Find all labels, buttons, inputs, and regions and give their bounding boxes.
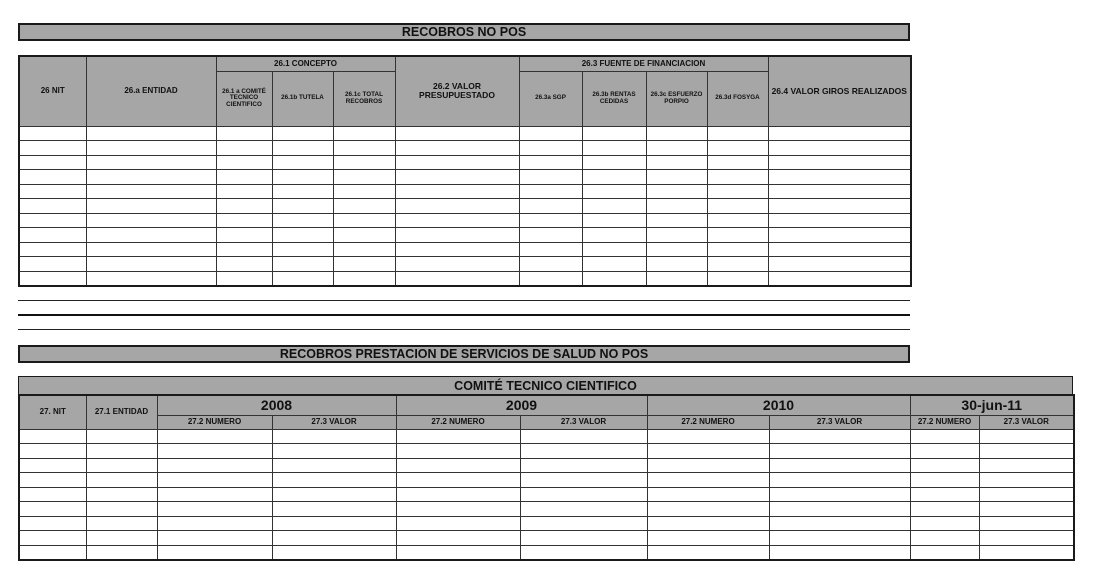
table-cell[interactable] <box>395 257 519 272</box>
table-cell[interactable] <box>19 257 86 272</box>
table-cell[interactable] <box>979 458 1074 473</box>
table-cell[interactable] <box>19 458 86 473</box>
table-cell[interactable] <box>216 271 272 286</box>
table-cell[interactable] <box>582 126 646 141</box>
table-cell[interactable] <box>272 199 333 214</box>
table-cell[interactable] <box>646 257 707 272</box>
table-cell[interactable] <box>157 458 272 473</box>
table-cell[interactable] <box>769 531 910 546</box>
table-cell[interactable] <box>979 545 1074 560</box>
table-cell[interactable] <box>582 271 646 286</box>
section-27-subtitle: COMITÉ TECNICO CIENTIFICO <box>18 376 1073 395</box>
table-cell[interactable] <box>768 228 911 243</box>
table-cell[interactable] <box>519 242 582 257</box>
table-cell[interactable] <box>333 126 395 141</box>
header-27-valor: 27.3 VALOR <box>272 415 396 429</box>
table-cell[interactable] <box>910 545 979 560</box>
table-cell[interactable] <box>395 141 519 156</box>
table-cell[interactable] <box>396 429 520 444</box>
table-cell[interactable] <box>979 516 1074 531</box>
table-cell[interactable] <box>157 531 272 546</box>
table-cell[interactable] <box>86 502 157 517</box>
table-cell[interactable] <box>86 257 216 272</box>
divider-line <box>18 329 910 330</box>
table-cell[interactable] <box>707 155 768 170</box>
table-cell[interactable] <box>19 170 86 185</box>
table-cell[interactable] <box>768 141 911 156</box>
table-row <box>19 458 1074 473</box>
table-cell[interactable] <box>19 126 86 141</box>
table-cell[interactable] <box>646 141 707 156</box>
header-26-esfuerzo: 26.3c ESFUERZO PORPIO <box>646 71 707 126</box>
header-26-valor-presupuestado: 26.2 VALOR PRESUPUESTADO <box>395 56 519 126</box>
table-cell[interactable] <box>333 199 395 214</box>
table-cell[interactable] <box>647 458 769 473</box>
table-cell[interactable] <box>646 242 707 257</box>
header-26-entidad: 26.a ENTIDAD <box>86 56 216 126</box>
table-cell[interactable] <box>333 141 395 156</box>
table-cell[interactable] <box>979 429 1074 444</box>
header-27-valor: 27.3 VALOR <box>979 415 1074 429</box>
section-26-title: RECOBROS NO POS <box>18 23 910 41</box>
table-cell[interactable] <box>707 242 768 257</box>
table-cell[interactable] <box>19 502 86 517</box>
table-cell[interactable] <box>333 170 395 185</box>
table-cell[interactable] <box>910 458 979 473</box>
table-cell[interactable] <box>333 257 395 272</box>
table-row <box>19 444 1074 459</box>
table-cell[interactable] <box>395 213 519 228</box>
divider-line <box>18 314 910 316</box>
table-cell[interactable] <box>646 184 707 199</box>
table-cell[interactable] <box>582 170 646 185</box>
table-cell[interactable] <box>86 271 216 286</box>
table-cell[interactable] <box>396 444 520 459</box>
table-cell[interactable] <box>157 516 272 531</box>
table-cell[interactable] <box>19 531 86 546</box>
table-cell[interactable] <box>582 213 646 228</box>
table-cell[interactable] <box>86 184 216 199</box>
table-cell[interactable] <box>395 184 519 199</box>
table-cell[interactable] <box>582 242 646 257</box>
table-cell[interactable] <box>19 242 86 257</box>
table-cell[interactable] <box>272 141 333 156</box>
table-row <box>19 199 911 214</box>
table-cell[interactable] <box>86 126 216 141</box>
table-cell[interactable] <box>910 516 979 531</box>
header-26-comite: 26.1 a COMITÉ TECNICO CIENTIFICO <box>216 71 272 126</box>
table-cell[interactable] <box>519 271 582 286</box>
table-cell[interactable] <box>272 242 333 257</box>
table-cell[interactable] <box>86 545 157 560</box>
table-cell[interactable] <box>646 170 707 185</box>
table-cell[interactable] <box>979 502 1074 517</box>
table-cell[interactable] <box>86 199 216 214</box>
table-cell[interactable] <box>157 429 272 444</box>
table-cell[interactable] <box>86 429 157 444</box>
table-cell[interactable] <box>395 199 519 214</box>
table-cell[interactable] <box>272 545 396 560</box>
table-cell[interactable] <box>646 155 707 170</box>
table-cell[interactable] <box>646 228 707 243</box>
table-cell[interactable] <box>19 545 86 560</box>
table-cell[interactable] <box>979 531 1074 546</box>
table-cell[interactable] <box>769 502 910 517</box>
header-26-concepto: 26.1 CONCEPTO <box>216 56 395 71</box>
table-cell[interactable] <box>769 487 910 502</box>
table-cell[interactable] <box>86 473 157 488</box>
table-row <box>19 141 911 156</box>
section-26-body <box>19 126 911 286</box>
table-cell[interactable] <box>910 502 979 517</box>
comite-tecnico-table <box>18 394 1075 561</box>
table-cell[interactable] <box>519 170 582 185</box>
table-cell[interactable] <box>19 444 86 459</box>
table-cell[interactable] <box>216 184 272 199</box>
table-cell[interactable] <box>216 213 272 228</box>
header-27-entidad: 27.1 ENTIDAD <box>86 395 157 429</box>
table-cell[interactable] <box>216 242 272 257</box>
table-cell[interactable] <box>272 473 396 488</box>
table-cell[interactable] <box>272 487 396 502</box>
table-cell[interactable] <box>768 126 911 141</box>
table-cell[interactable] <box>19 184 86 199</box>
table-cell[interactable] <box>86 487 157 502</box>
header-26-nit: 26 NIT <box>19 56 86 126</box>
table-cell[interactable] <box>395 170 519 185</box>
table-cell[interactable] <box>647 429 769 444</box>
table-cell[interactable] <box>272 126 333 141</box>
table-cell[interactable] <box>19 473 86 488</box>
year-header: 2008 <box>157 395 396 415</box>
header-27-valor: 27.3 VALOR <box>520 415 647 429</box>
header-27-nit: 27. NIT <box>19 395 86 429</box>
table-cell[interactable] <box>333 184 395 199</box>
table-cell[interactable] <box>707 271 768 286</box>
table-cell[interactable] <box>520 502 647 517</box>
table-cell[interactable] <box>216 228 272 243</box>
table-row <box>19 531 1074 546</box>
table-cell[interactable] <box>582 257 646 272</box>
table-cell[interactable] <box>272 429 396 444</box>
header-26-sgp: 26.3a SGP <box>519 71 582 126</box>
table-cell[interactable] <box>520 458 647 473</box>
table-cell[interactable] <box>582 199 646 214</box>
table-cell[interactable] <box>19 199 86 214</box>
table-cell[interactable] <box>647 531 769 546</box>
table-row <box>19 502 1074 517</box>
table-cell[interactable] <box>86 444 157 459</box>
table-cell[interactable] <box>646 126 707 141</box>
table-cell[interactable] <box>272 170 333 185</box>
table-cell[interactable] <box>707 228 768 243</box>
recobros-no-pos-table <box>18 55 912 287</box>
table-cell[interactable] <box>647 473 769 488</box>
table-cell[interactable] <box>19 429 86 444</box>
table-row <box>19 487 1074 502</box>
table-cell[interactable] <box>395 155 519 170</box>
table-cell[interactable] <box>333 271 395 286</box>
header-26-fuente: 26.3 FUENTE DE FINANCIACION <box>519 56 768 71</box>
table-cell[interactable] <box>216 141 272 156</box>
table-cell[interactable] <box>272 184 333 199</box>
table-cell[interactable] <box>520 516 647 531</box>
table-cell[interactable] <box>910 429 979 444</box>
table-cell[interactable] <box>216 199 272 214</box>
header-26-fosyga: 26.3d FOSYGA <box>707 71 768 126</box>
table-cell[interactable] <box>333 155 395 170</box>
table-cell[interactable] <box>86 458 157 473</box>
table-cell[interactable] <box>769 473 910 488</box>
table-cell[interactable] <box>157 444 272 459</box>
table-cell[interactable] <box>519 257 582 272</box>
table-cell[interactable] <box>707 257 768 272</box>
table-cell[interactable] <box>19 213 86 228</box>
table-cell[interactable] <box>395 271 519 286</box>
table-cell[interactable] <box>707 184 768 199</box>
header-26-valor-giros: 26.4 VALOR GIROS REALIZADOS <box>768 56 911 126</box>
table-cell[interactable] <box>768 170 911 185</box>
table-cell[interactable] <box>19 271 86 286</box>
table-cell[interactable] <box>396 487 520 502</box>
divider-line <box>18 300 910 301</box>
header-27-numero: 27.2 NUMERO <box>157 415 272 429</box>
table-cell[interactable] <box>910 487 979 502</box>
table-cell[interactable] <box>396 516 520 531</box>
table-cell[interactable] <box>272 516 396 531</box>
table-row <box>19 170 911 185</box>
table-cell[interactable] <box>768 213 911 228</box>
table-cell[interactable] <box>86 516 157 531</box>
table-cell[interactable] <box>520 545 647 560</box>
table-cell[interactable] <box>520 429 647 444</box>
table-row <box>19 271 911 286</box>
table-cell[interactable] <box>19 141 86 156</box>
table-cell[interactable] <box>768 199 911 214</box>
table-cell[interactable] <box>910 473 979 488</box>
table-cell[interactable] <box>582 184 646 199</box>
table-row <box>19 257 911 272</box>
year-header: 2009 <box>396 395 647 415</box>
table-cell[interactable] <box>769 545 910 560</box>
header-26-tutela: 26.1b TUTELA <box>272 71 333 126</box>
table-cell[interactable] <box>519 155 582 170</box>
table-cell[interactable] <box>395 242 519 257</box>
table-cell[interactable] <box>769 516 910 531</box>
table-cell[interactable] <box>272 502 396 517</box>
table-cell[interactable] <box>910 531 979 546</box>
table-cell[interactable] <box>216 126 272 141</box>
table-cell[interactable] <box>272 458 396 473</box>
table-cell[interactable] <box>646 199 707 214</box>
table-row <box>19 184 911 199</box>
table-cell[interactable] <box>768 184 911 199</box>
table-cell[interactable] <box>646 213 707 228</box>
table-cell[interactable] <box>19 487 86 502</box>
table-cell[interactable] <box>520 473 647 488</box>
table-cell[interactable] <box>157 502 272 517</box>
table-cell[interactable] <box>707 126 768 141</box>
table-cell[interactable] <box>769 458 910 473</box>
table-row <box>19 516 1074 531</box>
table-cell[interactable] <box>519 184 582 199</box>
table-cell[interactable] <box>333 228 395 243</box>
table-cell[interactable] <box>768 242 911 257</box>
table-cell[interactable] <box>647 444 769 459</box>
table-cell[interactable] <box>768 155 911 170</box>
table-cell[interactable] <box>216 155 272 170</box>
header-27-numero: 27.2 NUMERO <box>910 415 979 429</box>
table-cell[interactable] <box>86 213 216 228</box>
table-cell[interactable] <box>157 487 272 502</box>
table-cell[interactable] <box>272 531 396 546</box>
table-cell[interactable] <box>396 502 520 517</box>
table-cell[interactable] <box>216 257 272 272</box>
table-cell[interactable] <box>520 531 647 546</box>
table-cell[interactable] <box>86 242 216 257</box>
table-cell[interactable] <box>86 228 216 243</box>
table-cell[interactable] <box>979 487 1074 502</box>
table-cell[interactable] <box>646 271 707 286</box>
table-cell[interactable] <box>272 271 333 286</box>
header-27-numero: 27.2 NUMERO <box>396 415 520 429</box>
table-cell[interactable] <box>157 473 272 488</box>
table-row <box>19 429 1074 444</box>
table-cell[interactable] <box>157 545 272 560</box>
table-cell[interactable] <box>520 487 647 502</box>
table-cell[interactable] <box>707 213 768 228</box>
table-row <box>19 155 911 170</box>
table-row <box>19 228 911 243</box>
table-cell[interactable] <box>647 502 769 517</box>
table-cell[interactable] <box>979 473 1074 488</box>
table-cell[interactable] <box>647 487 769 502</box>
table-row <box>19 242 911 257</box>
year-header: 30-jun-11 <box>910 395 1074 415</box>
table-cell[interactable] <box>19 516 86 531</box>
table-cell[interactable] <box>768 271 911 286</box>
table-cell[interactable] <box>979 444 1074 459</box>
table-cell[interactable] <box>272 155 333 170</box>
table-cell[interactable] <box>86 141 216 156</box>
table-cell[interactable] <box>769 444 910 459</box>
table-cell[interactable] <box>707 199 768 214</box>
table-cell[interactable] <box>272 444 396 459</box>
table-cell[interactable] <box>216 170 272 185</box>
table-cell[interactable] <box>768 257 911 272</box>
section-27-body <box>19 429 1074 560</box>
table-cell[interactable] <box>647 516 769 531</box>
table-cell[interactable] <box>519 199 582 214</box>
table-cell[interactable] <box>333 213 395 228</box>
table-cell[interactable] <box>395 126 519 141</box>
table-cell[interactable] <box>520 444 647 459</box>
header-27-valor: 27.3 VALOR <box>769 415 910 429</box>
table-cell[interactable] <box>769 429 910 444</box>
table-cell[interactable] <box>272 213 333 228</box>
section-27-title: RECOBROS PRESTACION DE SERVICIOS DE SALUD NO POS <box>18 345 910 363</box>
table-cell[interactable] <box>519 213 582 228</box>
table-cell[interactable] <box>396 545 520 560</box>
table-cell[interactable] <box>333 242 395 257</box>
table-cell[interactable] <box>582 155 646 170</box>
table-cell[interactable] <box>707 141 768 156</box>
table-cell[interactable] <box>19 155 86 170</box>
table-cell[interactable] <box>272 228 333 243</box>
year-header: 2010 <box>647 395 910 415</box>
table-cell[interactable] <box>910 444 979 459</box>
header-26-rentas: 26.3b RENTAS CEDIDAS <box>582 71 646 126</box>
table-cell[interactable] <box>396 458 520 473</box>
table-cell[interactable] <box>19 228 86 243</box>
table-cell[interactable] <box>582 228 646 243</box>
header-27-numero: 27.2 NUMERO <box>647 415 769 429</box>
table-cell[interactable] <box>272 257 333 272</box>
header-26-total-recobros: 26.1c TOTAL RECOBROS <box>333 71 395 126</box>
table-cell[interactable] <box>519 126 582 141</box>
table-row <box>19 126 911 141</box>
table-cell[interactable] <box>396 531 520 546</box>
table-cell[interactable] <box>86 170 216 185</box>
table-row <box>19 473 1074 488</box>
table-cell[interactable] <box>396 473 520 488</box>
table-cell[interactable] <box>647 545 769 560</box>
table-cell[interactable] <box>707 170 768 185</box>
table-cell[interactable] <box>519 228 582 243</box>
table-cell[interactable] <box>519 141 582 156</box>
table-cell[interactable] <box>582 141 646 156</box>
table-row <box>19 545 1074 560</box>
table-cell[interactable] <box>395 228 519 243</box>
table-cell[interactable] <box>86 155 216 170</box>
table-cell[interactable] <box>86 531 157 546</box>
table-row <box>19 213 911 228</box>
